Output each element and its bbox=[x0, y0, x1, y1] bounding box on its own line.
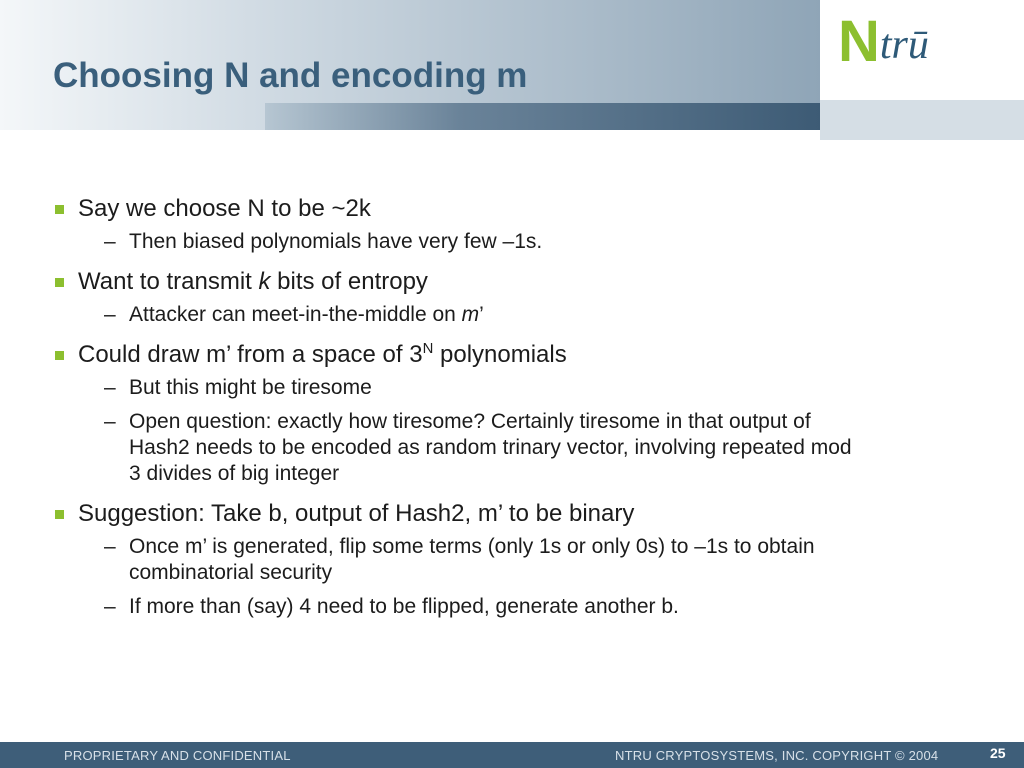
bullet-text-italic: k bbox=[258, 268, 271, 295]
bullet-marker bbox=[55, 351, 64, 360]
sub-bullet-4-2 bbox=[0, 594, 869, 620]
logo-underbar bbox=[820, 100, 1024, 140]
bullet-marker bbox=[55, 278, 64, 287]
bullet-3 bbox=[0, 340, 1024, 370]
dash-marker: – bbox=[104, 410, 116, 433]
slide-content bbox=[0, 194, 1024, 620]
logo-text: trū bbox=[879, 22, 929, 68]
bullet-text-part: Want to transmit bbox=[78, 268, 259, 295]
bullet-marker bbox=[55, 510, 64, 519]
footer-confidential-text: PROPRIETARY AND CONFIDENTIAL bbox=[64, 748, 291, 763]
bullet-text: Say we choose N to be ~2k bbox=[78, 195, 371, 222]
header-stripe bbox=[265, 103, 820, 130]
dash-marker: – bbox=[104, 376, 116, 399]
bullet-1 bbox=[0, 194, 1024, 224]
sub-bullet-1-1 bbox=[0, 229, 869, 255]
sub-bullet-text: If more than (say) 4 need to be flipped, generate another b. bbox=[129, 595, 679, 618]
sub-bullet-text: Open question: exactly how tiresome? Certainly tiresome in that output of Hash2 needs to be encoded as random trinary vector, involving repeated mod 3 divides of big integer bbox=[129, 410, 852, 485]
ntru-logo bbox=[838, 9, 929, 74]
bullet-marker bbox=[55, 205, 64, 214]
slide-title: Choosing N and encoding m bbox=[53, 56, 528, 95]
sub-bullet-text-italic: m bbox=[461, 303, 480, 326]
footer-copyright-text: NTRU CRYPTOSYSTEMS, INC. COPYRIGHT © 2004 bbox=[615, 748, 939, 763]
sub-bullet-3-2 bbox=[0, 409, 869, 487]
sub-bullet-text-part: ’ bbox=[479, 303, 484, 326]
bullet-text-part: polynomials bbox=[433, 341, 567, 368]
sub-bullet-text: But this might be tiresome bbox=[129, 376, 372, 399]
dash-marker: – bbox=[104, 303, 116, 326]
logo-letter: N bbox=[838, 9, 878, 74]
bullet-text: Suggestion: Take b, output of Hash2, m’ to be binary bbox=[78, 500, 635, 527]
bullet-2 bbox=[0, 267, 1024, 297]
sub-bullet-text-part: Attacker can meet-in-the-middle on bbox=[129, 303, 462, 326]
bullet-text-part: bits of entropy bbox=[270, 268, 428, 295]
sub-bullet-4-1 bbox=[0, 534, 869, 586]
bullet-4 bbox=[0, 499, 1024, 529]
sub-bullet-text: Once m’ is generated, flip some terms (only 1s or only 0s) to –1s to obtain combinatorial security bbox=[129, 535, 815, 584]
bullet-text-superscript: N bbox=[422, 341, 434, 357]
dash-marker: – bbox=[104, 230, 116, 253]
bullet-text-part: Could draw m’ from a space of 3 bbox=[78, 341, 423, 368]
sub-bullet-3-1 bbox=[0, 375, 869, 401]
page-number: 25 bbox=[990, 745, 1006, 761]
sub-bullet-text: Then biased polynomials have very few –1s. bbox=[129, 230, 543, 253]
footer-bar bbox=[0, 742, 1024, 768]
sub-bullet-2-1 bbox=[0, 302, 869, 328]
dash-marker: – bbox=[104, 535, 116, 558]
dash-marker: – bbox=[104, 595, 116, 618]
